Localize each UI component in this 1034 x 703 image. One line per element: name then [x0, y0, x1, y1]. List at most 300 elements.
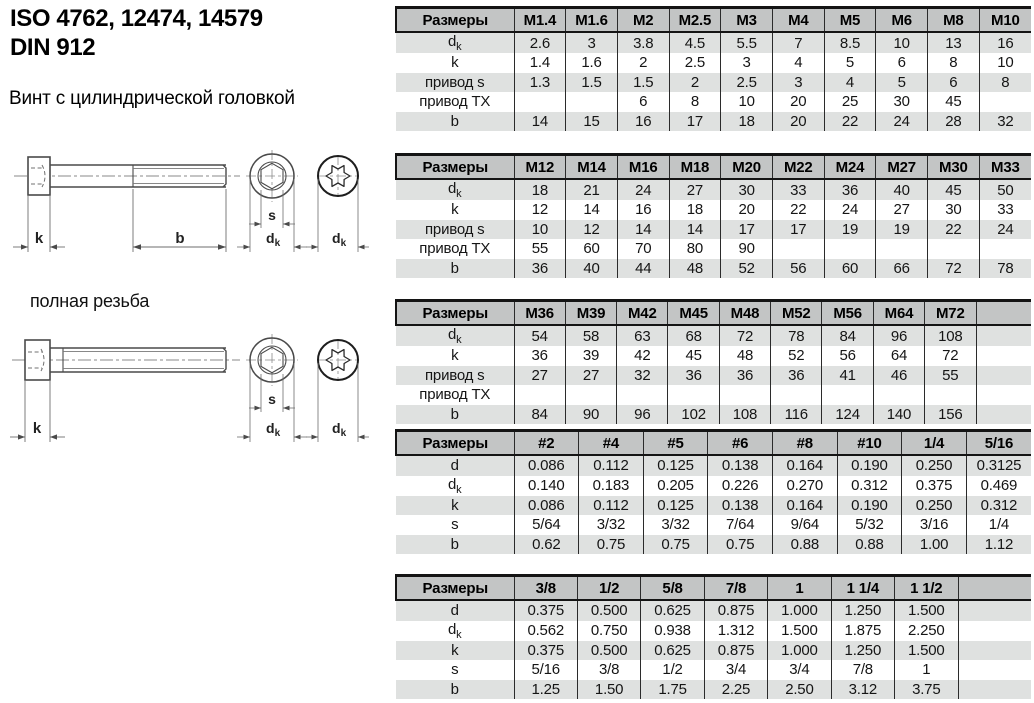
value-cell: 1.6: [566, 53, 618, 73]
value-cell: 0.226: [708, 476, 773, 496]
value-cell: [822, 385, 873, 405]
value-cell: 4: [824, 73, 876, 93]
value-cell: 21: [566, 179, 618, 200]
column-header: #10: [837, 431, 902, 456]
value-cell: 5: [876, 73, 928, 93]
column-header: M42: [617, 301, 668, 326]
size-column-header: Размеры: [396, 301, 514, 326]
value-cell: 72: [925, 346, 976, 366]
row-label: привод TX: [419, 240, 491, 258]
value-cell: 24: [824, 200, 876, 220]
value-cell: 0.164: [773, 455, 838, 476]
row-label: $d_k$: [448, 475, 462, 496]
table-row: [396, 200, 1031, 220]
value-cell: 3.8: [617, 32, 669, 53]
empty-cell: [958, 641, 1031, 661]
value-cell: 60: [824, 259, 876, 279]
row-label: s: [451, 516, 459, 534]
value-cell: 3/4: [704, 660, 767, 680]
value-cell: 13: [928, 32, 980, 53]
column-header: M56: [822, 301, 873, 326]
value-cell: 5: [824, 53, 876, 73]
value-cell: 40: [566, 259, 618, 279]
value-cell: 7: [772, 32, 824, 53]
table-row: [396, 455, 1031, 476]
value-cell: 36: [824, 179, 876, 200]
value-cell: 72: [719, 325, 770, 346]
empty-header-cell: [958, 576, 1031, 601]
value-cell: 0.312: [837, 476, 902, 496]
screw-drawing-partial-thread: [0, 148, 370, 260]
value-cell: [771, 385, 822, 405]
value-cell: 2: [669, 73, 721, 93]
table-row: [396, 179, 1031, 200]
value-cell: 0.938: [641, 621, 704, 641]
value-cell: 156: [925, 405, 976, 425]
value-cell: 12: [514, 200, 566, 220]
value-cell: 1.12: [966, 535, 1031, 555]
value-cell: 0.750: [577, 621, 640, 641]
value-cell: 0.138: [708, 496, 773, 516]
value-cell: 32: [979, 112, 1031, 132]
dim-label-s: s: [268, 207, 276, 223]
column-header: M27: [876, 155, 928, 180]
torx-end-view: [317, 155, 359, 197]
value-cell: 0.875: [704, 641, 767, 661]
value-cell: 27: [565, 366, 616, 386]
value-cell: 0.190: [837, 455, 902, 476]
value-cell: 8: [669, 92, 721, 112]
value-cell: 0.62: [514, 535, 579, 555]
value-cell: 1.312: [704, 621, 767, 641]
value-cell: 8.5: [824, 32, 876, 53]
value-cell: 36: [719, 366, 770, 386]
column-header: M18: [669, 155, 721, 180]
row-label: k: [451, 201, 459, 219]
table-row: [396, 73, 1031, 93]
value-cell: [668, 385, 719, 405]
value-cell: 5/16: [514, 660, 577, 680]
row-label: b: [396, 259, 514, 279]
row-label: d: [396, 600, 514, 621]
value-cell: 78: [979, 259, 1031, 279]
value-cell: 0.250: [902, 455, 967, 476]
value-cell: 124: [822, 405, 873, 425]
dimension-table: [395, 574, 1031, 699]
value-cell: [566, 92, 618, 112]
value-cell: 1.5: [617, 73, 669, 93]
value-cell: 0.88: [773, 535, 838, 555]
row-label: $d_k$: [396, 325, 514, 346]
value-cell: 14: [566, 200, 618, 220]
value-cell: 40: [876, 179, 928, 200]
column-header: M33: [979, 155, 1031, 180]
value-cell: 70: [617, 239, 669, 259]
value-cell: 14: [669, 220, 721, 240]
row-label: d: [396, 455, 514, 476]
value-cell: 66: [876, 259, 928, 279]
column-header: M45: [668, 301, 719, 326]
value-cell: 45: [668, 346, 719, 366]
value-cell: 45: [928, 179, 980, 200]
column-header: M36: [514, 301, 565, 326]
value-cell: 58: [565, 325, 616, 346]
standard-title-iso: ISO 4762, 12474, 14579: [10, 5, 263, 32]
empty-header-cell: [976, 301, 1031, 326]
empty-cell: [958, 680, 1031, 700]
value-cell: 10: [514, 220, 566, 240]
value-cell: 90: [721, 239, 773, 259]
table-metric-m1.4-m10: [395, 6, 1031, 131]
value-cell: 1.875: [831, 621, 894, 641]
value-cell: 1/4: [966, 515, 1031, 535]
row-label: k: [451, 347, 459, 365]
row-label: k: [451, 54, 459, 72]
dimension-table: [395, 429, 1031, 554]
value-cell: 33: [772, 179, 824, 200]
value-cell: 0.500: [577, 600, 640, 621]
value-cell: 56: [772, 259, 824, 279]
table-row: [396, 405, 1031, 425]
value-cell: 3.12: [831, 680, 894, 700]
value-cell: 0.312: [966, 496, 1031, 516]
value-cell: 0.164: [773, 496, 838, 516]
value-cell: 54: [514, 325, 565, 346]
torx-end-view: [317, 339, 359, 381]
value-cell: 84: [514, 405, 565, 425]
value-cell: 0.183: [579, 476, 644, 496]
empty-cell: [976, 385, 1031, 405]
row-label: b: [396, 680, 514, 700]
value-cell: 48: [669, 259, 721, 279]
table-row: [396, 385, 1031, 405]
value-cell: 0.500: [577, 641, 640, 661]
value-cell: 108: [925, 325, 976, 346]
value-cell: 10: [721, 92, 773, 112]
dim-label-b: b: [175, 230, 185, 247]
column-header: M39: [565, 301, 616, 326]
table-row: [396, 476, 1031, 496]
table-row: [396, 325, 1031, 346]
value-cell: 5.5: [721, 32, 773, 53]
value-cell: 24: [979, 220, 1031, 240]
value-cell: 22: [824, 112, 876, 132]
value-cell: 46: [873, 366, 924, 386]
value-cell: 0.140: [514, 476, 579, 496]
empty-cell: [958, 600, 1031, 621]
row-label: b: [396, 112, 514, 132]
value-cell: 16: [617, 112, 669, 132]
column-header: M22: [772, 155, 824, 180]
value-cell: 0.88: [837, 535, 902, 555]
value-cell: 0.138: [708, 455, 773, 476]
table-row: [396, 32, 1031, 53]
column-header: M4: [772, 8, 824, 33]
dimension-table: [395, 6, 1031, 131]
value-cell: 16: [617, 200, 669, 220]
column-header: #5: [643, 431, 708, 456]
value-cell: 18: [721, 112, 773, 132]
value-cell: 0.125: [643, 496, 708, 516]
column-header: M1.4: [514, 8, 566, 33]
value-cell: 72: [928, 259, 980, 279]
value-cell: 14: [617, 220, 669, 240]
value-cell: 0.562: [514, 621, 577, 641]
column-header: M30: [928, 155, 980, 180]
column-header: 5/8: [641, 576, 704, 601]
table-row: [396, 92, 1031, 112]
value-cell: 3/8: [577, 660, 640, 680]
value-cell: 0.75: [708, 535, 773, 555]
value-cell: 8: [979, 73, 1031, 93]
dim-label-dk: $d_k$: [266, 420, 281, 439]
value-cell: 2.250: [895, 621, 958, 641]
table-metric-m36-m72: [395, 299, 1031, 424]
column-header: M8: [928, 8, 980, 33]
row-label: привод s: [396, 366, 514, 386]
column-header: M1.6: [566, 8, 618, 33]
column-header: #2: [514, 431, 579, 456]
value-cell: 36: [668, 366, 719, 386]
value-cell: 1.500: [895, 600, 958, 621]
value-cell: 7/64: [708, 515, 773, 535]
value-cell: 19: [876, 220, 928, 240]
dim-label-k: k: [32, 420, 42, 437]
value-cell: 1.75: [641, 680, 704, 700]
value-cell: 68: [668, 325, 719, 346]
value-cell: 33: [979, 200, 1031, 220]
value-cell: 78: [771, 325, 822, 346]
page-title-block: [10, 4, 263, 62]
value-cell: 28: [928, 112, 980, 132]
size-column-header: Размеры: [396, 155, 514, 180]
value-cell: 2: [617, 53, 669, 73]
table-row: [396, 535, 1031, 555]
value-cell: 0.75: [579, 535, 644, 555]
value-cell: 20: [772, 112, 824, 132]
value-cell: 3.75: [895, 680, 958, 700]
value-cell: [824, 239, 876, 259]
screw-drawing-full-thread: [0, 325, 370, 450]
value-cell: 36: [514, 346, 565, 366]
value-cell: [772, 239, 824, 259]
value-cell: 24: [617, 179, 669, 200]
value-cell: 12: [566, 220, 618, 240]
screw-side-view: [14, 157, 240, 195]
value-cell: 25: [824, 92, 876, 112]
value-cell: 3: [566, 32, 618, 53]
value-cell: 60: [566, 239, 618, 259]
value-cell: 102: [668, 405, 719, 425]
value-cell: 6: [928, 73, 980, 93]
value-cell: 30: [876, 92, 928, 112]
column-header: M52: [771, 301, 822, 326]
value-cell: 80: [669, 239, 721, 259]
value-cell: 55: [925, 366, 976, 386]
dimension-table: [395, 153, 1031, 278]
value-cell: 0.112: [579, 496, 644, 516]
table-row: [396, 515, 1031, 535]
table-row: [396, 621, 1031, 641]
value-cell: 0.112: [579, 455, 644, 476]
hex-socket-end-view: [246, 334, 298, 386]
empty-cell: [958, 621, 1031, 641]
value-cell: 6: [617, 92, 669, 112]
value-cell: 2.50: [768, 680, 831, 700]
value-cell: 17: [669, 112, 721, 132]
dim-label-k: k: [34, 230, 44, 247]
value-cell: 96: [873, 325, 924, 346]
column-header: M2: [617, 8, 669, 33]
value-cell: 42: [617, 346, 668, 366]
empty-cell: [958, 660, 1031, 680]
column-header: M12: [514, 155, 566, 180]
value-cell: 52: [771, 346, 822, 366]
value-cell: 0.250: [902, 496, 967, 516]
value-cell: 96: [617, 405, 668, 425]
value-cell: 2.5: [669, 53, 721, 73]
column-header: M48: [719, 301, 770, 326]
value-cell: 0.625: [641, 641, 704, 661]
value-cell: 3/32: [643, 515, 708, 535]
column-header: 3/8: [514, 576, 577, 601]
row-label: k: [396, 496, 514, 516]
value-cell: 64: [873, 346, 924, 366]
value-cell: 1.000: [768, 641, 831, 661]
column-header: M24: [824, 155, 876, 180]
value-cell: 17: [721, 220, 773, 240]
table-row: [396, 660, 1031, 680]
value-cell: 1.5: [566, 73, 618, 93]
value-cell: 2.5: [721, 73, 773, 93]
value-cell: 0.190: [837, 496, 902, 516]
value-cell: 45: [928, 92, 980, 112]
dimension-table: [395, 299, 1031, 424]
column-header: M16: [617, 155, 669, 180]
table-inch-numbered-sizes: [395, 429, 1031, 554]
value-cell: [979, 92, 1031, 112]
value-cell: 0.875: [704, 600, 767, 621]
product-subtitle: Винт с цилиндрической головкой: [9, 88, 295, 109]
value-cell: 48: [719, 346, 770, 366]
value-cell: 7/8: [831, 660, 894, 680]
value-cell: 36: [514, 259, 566, 279]
value-cell: 4.5: [669, 32, 721, 53]
row-label: $d_k$: [396, 179, 514, 200]
value-cell: 1.3: [514, 73, 566, 93]
value-cell: 16: [979, 32, 1031, 53]
value-cell: 5/64: [514, 515, 579, 535]
column-header: M5: [824, 8, 876, 33]
row-label: привод s: [396, 220, 514, 240]
value-cell: [876, 239, 928, 259]
row-label: b: [396, 405, 514, 425]
value-cell: 3/32: [579, 515, 644, 535]
column-header: M14: [566, 155, 618, 180]
value-cell: 0.270: [773, 476, 838, 496]
value-cell: 1.4: [514, 53, 566, 73]
column-header: 7/8: [704, 576, 767, 601]
empty-cell: [976, 346, 1031, 366]
full-thread-caption: полная резьба: [30, 291, 150, 311]
dim-label-dk: $d_k$: [332, 420, 347, 439]
value-cell: 2.6: [514, 32, 566, 53]
value-cell: 10: [876, 32, 928, 53]
value-cell: 90: [565, 405, 616, 425]
value-cell: [617, 385, 668, 405]
value-cell: 84: [822, 325, 873, 346]
value-cell: [719, 385, 770, 405]
value-cell: 0.086: [514, 496, 579, 516]
value-cell: 0.625: [641, 600, 704, 621]
column-header: #8: [773, 431, 838, 456]
column-header: 1/2: [577, 576, 640, 601]
table-inch-fractional-sizes: [395, 574, 1031, 699]
value-cell: 1/2: [641, 660, 704, 680]
value-cell: 0.125: [643, 455, 708, 476]
value-cell: 30: [721, 179, 773, 200]
table-row: [396, 346, 1031, 366]
value-cell: 50: [979, 179, 1031, 200]
column-header: M10: [979, 8, 1031, 33]
value-cell: 0.75: [643, 535, 708, 555]
value-cell: 0.375: [514, 641, 577, 661]
value-cell: 1.500: [768, 621, 831, 641]
column-header: M20: [721, 155, 773, 180]
value-cell: 1.500: [895, 641, 958, 661]
size-column-header: Размеры: [396, 8, 514, 33]
row-label: k: [396, 641, 514, 661]
value-cell: 10: [979, 53, 1031, 73]
value-cell: 56: [822, 346, 873, 366]
value-cell: 15: [566, 112, 618, 132]
value-cell: 17: [772, 220, 824, 240]
value-cell: 18: [669, 200, 721, 220]
value-cell: 20: [772, 92, 824, 112]
row-label: $d_k$: [448, 620, 462, 641]
table-row: [396, 366, 1031, 386]
value-cell: 3/16: [902, 515, 967, 535]
value-cell: 36: [771, 366, 822, 386]
value-cell: [925, 385, 976, 405]
value-cell: 4: [772, 53, 824, 73]
row-label: $d_k$: [396, 32, 514, 53]
value-cell: 2.25: [704, 680, 767, 700]
value-cell: 3: [721, 53, 773, 73]
size-column-header: Размеры: [396, 431, 514, 456]
value-cell: 18: [514, 179, 566, 200]
standard-title-din: DIN 912: [10, 34, 96, 61]
value-cell: 55: [514, 239, 566, 259]
value-cell: 9/64: [773, 515, 838, 535]
value-cell: [514, 385, 565, 405]
table-row: [396, 112, 1031, 132]
value-cell: 14: [514, 112, 566, 132]
value-cell: 1.250: [831, 641, 894, 661]
size-column-header: Размеры: [396, 576, 514, 601]
value-cell: [979, 239, 1031, 259]
value-cell: 3/4: [768, 660, 831, 680]
column-header: M72: [925, 301, 976, 326]
row-label: привод TX: [419, 93, 491, 111]
value-cell: 41: [822, 366, 873, 386]
value-cell: 108: [719, 405, 770, 425]
value-cell: 1.25: [514, 680, 577, 700]
value-cell: 22: [928, 220, 980, 240]
column-header: M2.5: [669, 8, 721, 33]
value-cell: 27: [514, 366, 565, 386]
value-cell: [565, 385, 616, 405]
